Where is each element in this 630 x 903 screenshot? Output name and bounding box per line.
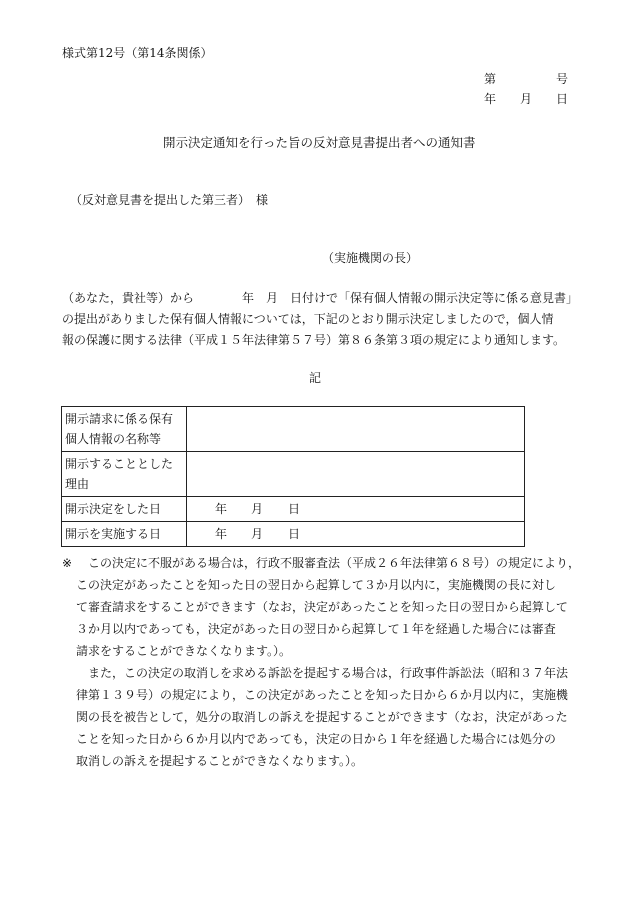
body-line: の提出がありました保有個人情報については，下記のとおり開示決定しましたので，個人情 (62, 312, 554, 326)
note-line: ３か月以内であっても，決定があった日の翌日から起算して１年を経過した場合には審査 (76, 622, 556, 636)
document-title: 開示決定通知を行った旨の反対意見書提出者への通知書 (163, 135, 476, 150)
number-go: 号 (556, 72, 569, 86)
notes-block-1-cont (62, 574, 582, 772)
row-label (62, 407, 187, 452)
notes-section (62, 552, 582, 772)
addressee: （反対意見書を提出した第三者） 様 (70, 193, 269, 207)
table-row (62, 522, 525, 547)
label-line: 理由 (65, 477, 90, 491)
note-line: この決定に不服がある場合は，行政不服審査法（平成２６年法律第６８号）の規定により， (88, 556, 581, 570)
note-line: 関の長を被告として，処分の取消しの訴えを提起することができます（なお，決定があった (76, 710, 568, 724)
row-value (187, 452, 525, 497)
row-value (187, 407, 525, 452)
row-label: 開示を実施する日 (62, 522, 187, 547)
note-mark: ※ (62, 556, 73, 570)
note-line: 取消しの訴えを提起することができなくなります。）。 (76, 754, 364, 768)
table-row (62, 407, 525, 452)
note-line: この決定があったことを知った日の翌日から起算して３か月以内に，実施機関の長に対し (76, 578, 556, 592)
label-line: 個人情報の名称等 (65, 432, 162, 446)
document-number (484, 70, 569, 87)
document-date (484, 90, 569, 107)
row-label (62, 452, 187, 497)
notes-block-1 (62, 552, 582, 574)
date-nen: 年 (215, 502, 228, 516)
note-line: て審査請求をすることができます（なお，決定があったことを知った日の翌日から起算して (76, 600, 568, 614)
note-line: ことを知った日から６か月以内であっても，決定の日から１年を経過した場合には処分の (76, 732, 556, 746)
ki-heading: 記 (309, 371, 322, 385)
form-reference: 様式第12号（第14条関係） (62, 46, 213, 60)
body-line: 報の保護に関する法律（平成１５年法律第５７号）第８６条第３項の規定により通知します。 (62, 333, 566, 347)
note-line: 請求をすることができなくなります。）。 (76, 644, 292, 658)
date-hi: 日 (288, 502, 301, 516)
date-hi: 日 (288, 527, 301, 541)
table-row (62, 452, 525, 497)
date-nen: 年 (484, 92, 497, 106)
date-nen: 年 (215, 527, 228, 541)
row-label: 開示決定をした日 (62, 497, 187, 522)
label-line: 開示請求に係る保有 (65, 412, 174, 426)
label-line: 開示することとした (65, 457, 174, 471)
note-line: また，この決定の取消しを求める訴訟を提起する場合は，行政事件訴訟法（昭和３７年法 (76, 666, 569, 680)
body-paragraph (62, 288, 579, 351)
date-hi: 日 (556, 92, 569, 106)
table-row (62, 497, 525, 522)
details-table (61, 406, 525, 547)
date-tsuki: 月 (251, 502, 264, 516)
row-value (187, 522, 525, 547)
note-line: 律第１３９号）の規定により，この決定があったことを知った日から６か月以内に，実施機 (76, 688, 568, 702)
body-line: （あなた，貴社等）から 年 月 日付けで「保有個人情報の開示決定等に係る意見書」 (62, 291, 579, 305)
date-tsuki: 月 (251, 527, 264, 541)
number-dai: 第 (484, 72, 497, 86)
date-tsuki: 月 (520, 92, 533, 106)
row-value (187, 497, 525, 522)
sender: （実施機関の長） (322, 251, 419, 265)
